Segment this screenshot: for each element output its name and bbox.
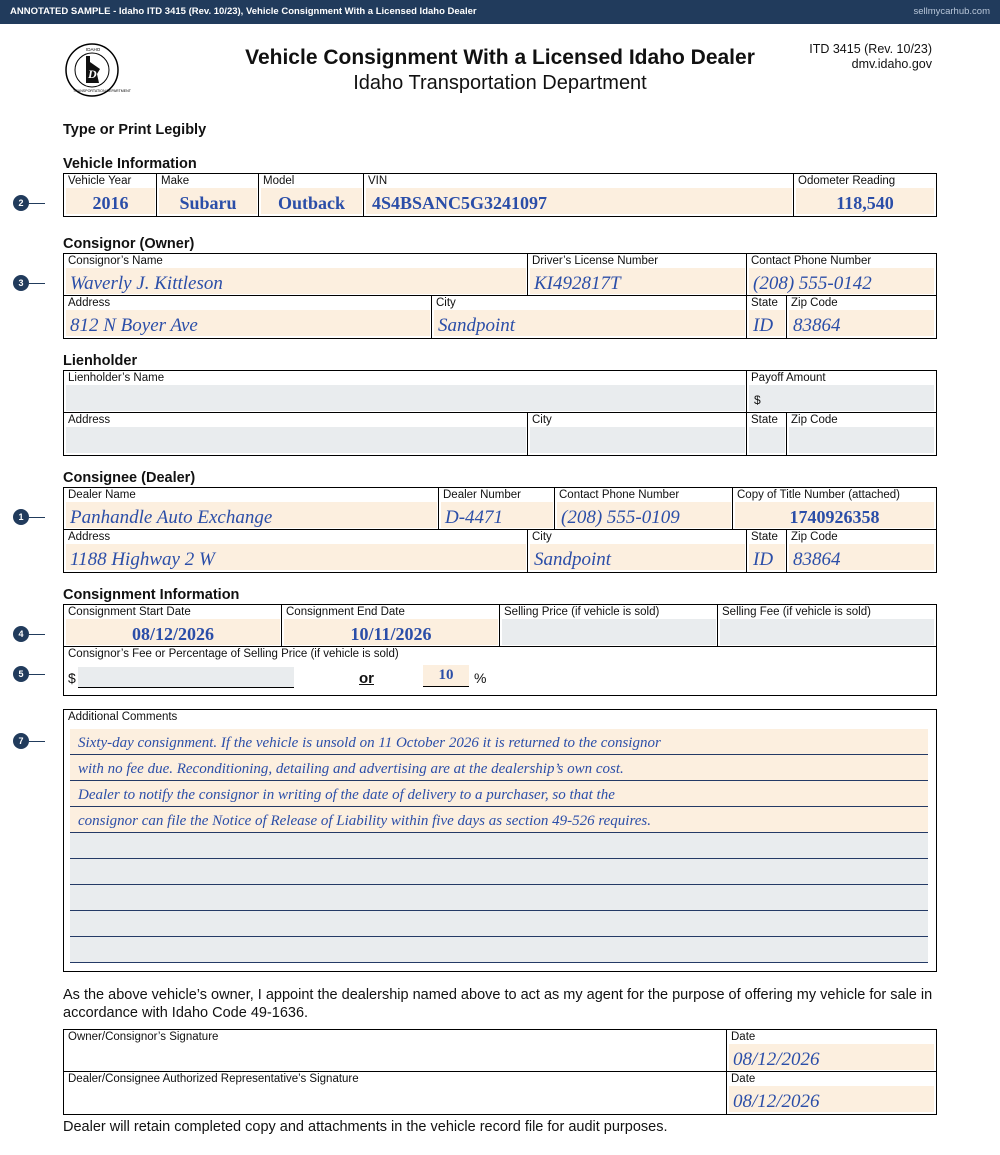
vehicle-year-value: 2016 [92, 193, 129, 213]
annotation-marker: 2 [13, 195, 29, 211]
consignee-section-heading: Consignee (Dealer) [63, 470, 196, 486]
dealer-city-field[interactable] [527, 529, 748, 573]
odometer-field[interactable] [793, 173, 937, 217]
comment-text: Dealer to notify the consignor in writing of the date of delivery to a purchaser, so that the [78, 787, 615, 803]
seal-bottom-text: TRANSPORTATION DEPARTMENT [73, 89, 131, 93]
consignor-address-field[interactable] [63, 295, 433, 339]
selling-price-field[interactable] [499, 604, 719, 648]
owner-signature-date-field[interactable] [726, 1029, 937, 1073]
comment-line [70, 833, 928, 859]
consignor-section-heading: Consignor (Owner) [63, 236, 195, 252]
field-label: Zip Code [791, 414, 838, 426]
comment-text: consignor can file the Notice of Release of Liability within five days as section 49-526 requires. [78, 813, 651, 829]
field-label: Dealer Number [443, 489, 521, 501]
consignment-end-value: 10/11/2026 [350, 624, 432, 644]
dealer-phone-field[interactable] [554, 487, 734, 531]
marker-leader-line [29, 674, 45, 675]
owner-signature-field[interactable] [63, 1029, 728, 1073]
retention-note: Dealer will retain completed copy and attachments in the vehicle record file for audit purposes. [63, 1119, 668, 1135]
consignor-fee-amount-input[interactable] [78, 667, 294, 688]
marker-leader-line [29, 517, 45, 518]
print-instruction: Type or Print Legibly [63, 122, 207, 138]
field-label: City [532, 531, 552, 543]
dealer-state-field[interactable] [746, 529, 788, 573]
consignment-start-value: 08/12/2026 [131, 624, 214, 644]
comment-line [70, 937, 928, 963]
field-label: Selling Price (if vehicle is sold) [504, 606, 660, 618]
field-label: Selling Fee (if vehicle is sold) [722, 606, 871, 618]
field-label: Vehicle Year [68, 175, 132, 187]
vin-field[interactable] [363, 173, 795, 217]
consignor-zip-value: 83864 [793, 315, 841, 336]
svg-text:D: D [88, 67, 97, 81]
title-copy-field[interactable] [732, 487, 937, 531]
field-label: Address [68, 297, 111, 309]
owner-date-value: 08/12/2026 [733, 1049, 820, 1070]
dealer-name-value: Panhandle Auto Exchange [70, 507, 273, 528]
consignor-phone-field[interactable] [746, 253, 937, 297]
comment-line [70, 729, 928, 755]
drivers-license-value: KI492817T [534, 273, 621, 294]
vehicle-section-heading: Vehicle Information [63, 156, 197, 172]
lienholder-section-heading: Lienholder [63, 353, 138, 369]
field-label: Consignor’s Name [68, 255, 163, 267]
annotation-bar [0, 0, 1000, 24]
field-label: Copy of Title Number (attached) [737, 489, 900, 501]
payoff-amount-field[interactable] [746, 370, 937, 414]
marker-leader-line [29, 741, 45, 742]
dealer-zip-field[interactable] [786, 529, 937, 573]
dealer-zip-value: 83864 [793, 549, 841, 570]
field-label: Date [731, 1073, 756, 1085]
field-label: Driver’s License Number [532, 255, 659, 267]
field-label: Odometer Reading [798, 175, 896, 187]
comment-line [70, 807, 928, 833]
agency-website: dmv.idaho.gov [851, 57, 932, 71]
dealer-city-value: Sandpoint [534, 549, 612, 570]
lienholder-address-field[interactable] [63, 412, 529, 456]
annotation-marker: 7 [13, 733, 29, 749]
consignor-fee-block [63, 646, 937, 696]
consignor-city-field[interactable] [431, 295, 748, 339]
field-label: Consignor’s Fee or Percentage of Selling Price (if vehicle is sold) [68, 648, 399, 660]
marker-leader-line [29, 203, 45, 204]
consignor-city-value: Sandpoint [438, 315, 516, 336]
or-connector: or [359, 670, 374, 687]
lienholder-zip-field[interactable] [786, 412, 937, 456]
field-label: Consignment Start Date [68, 606, 191, 618]
field-label: Make [161, 175, 190, 187]
odometer-value: 118,540 [836, 193, 894, 213]
dealer-number-value: D-4471 [445, 507, 504, 528]
vehicle-year-field[interactable] [63, 173, 158, 217]
annotation-marker: 3 [13, 275, 29, 291]
field-label: Date [731, 1031, 756, 1043]
dealer-signature-date-field[interactable] [726, 1071, 937, 1115]
consignor-zip-field[interactable] [786, 295, 937, 339]
dealer-address-value: 1188 Highway 2 W [70, 549, 215, 570]
lienholder-name-field[interactable] [63, 370, 748, 414]
marker-leader-line [29, 634, 45, 635]
form-number-block [809, 42, 932, 72]
make-field[interactable] [156, 173, 260, 217]
form-number: ITD 3415 (Rev. 10/23) [809, 42, 932, 56]
field-label: Owner/Consignor’s Signature [68, 1031, 219, 1043]
field-label: City [532, 414, 552, 426]
consignment-section-heading: Consignment Information [63, 587, 240, 603]
field-label: Address [68, 531, 111, 543]
comment-line [70, 885, 928, 911]
make-value: Subaru [179, 193, 237, 213]
field-label: Additional Comments [68, 711, 178, 723]
dealer-number-field[interactable] [438, 487, 556, 531]
consignor-name-field[interactable] [63, 253, 529, 297]
dealer-address-field[interactable] [63, 529, 529, 573]
comment-line [70, 755, 928, 781]
model-value: Outback [277, 193, 346, 213]
lienholder-state-field[interactable] [746, 412, 788, 456]
field-label: VIN [368, 175, 388, 187]
field-label: Zip Code [791, 297, 838, 309]
seal-top-text: IDAHO [86, 47, 101, 52]
consignor-name-value: Waverly J. Kittleson [70, 273, 223, 294]
field-label: Consignment End Date [286, 606, 405, 618]
annotation-marker: 4 [13, 626, 29, 642]
field-label: Contact Phone Number [751, 255, 872, 267]
currency-sign: $ [68, 670, 76, 686]
consignment-start-field[interactable] [63, 604, 283, 648]
selling-fee-field[interactable] [717, 604, 937, 648]
comment-line [70, 781, 928, 807]
consignor-phone-value: (208) 555-0142 [753, 273, 872, 294]
consignor-address-value: 812 N Boyer Ave [70, 315, 198, 336]
additional-comments-box[interactable] [63, 709, 937, 972]
comment-text: with no fee due. Reconditioning, detailing and advertising are at the dealership’s own cost. [78, 761, 624, 777]
form-subtitle: Idaho Transportation Department [353, 72, 647, 94]
annotation-title: ANNOTATED SAMPLE - Idaho ITD 3415 (Rev. 10/23), Vehicle Consignment With a Licensed Idaho Dealer [10, 6, 477, 17]
vin-value: 4S4BSANC5G3241097 [372, 193, 548, 213]
field-label: Address [68, 414, 111, 426]
consignor-fee-percent-input[interactable] [423, 665, 469, 687]
field-label: Zip Code [791, 531, 838, 543]
model-field[interactable] [258, 173, 365, 217]
drivers-license-field[interactable] [527, 253, 748, 297]
comment-text: Sixty-day consignment. If the vehicle is unsold on 11 October 2026 it is returned to the consignor [78, 735, 661, 751]
percent-sign: % [474, 670, 487, 686]
title-copy-value: 1740926358 [789, 507, 880, 527]
dealer-name-field[interactable] [63, 487, 440, 531]
field-label: State [751, 531, 778, 543]
dealer-state-value: ID [753, 549, 774, 570]
form-title: Vehicle Consignment With a Licensed Idaho Dealer [245, 46, 755, 69]
field-label: Model [263, 175, 295, 187]
agency-agreement-text: As the above vehicle’s owner, I appoint the dealership named above to act as my agent for the purpose of offering my vehicle for sale in accordance with Idaho Code 49-1636. [63, 987, 933, 1021]
consignor-state-value: ID [753, 315, 774, 336]
currency-sign: $ [754, 393, 761, 407]
field-label: State [751, 414, 778, 426]
marker-leader-line [29, 283, 45, 284]
annotation-marker: 5 [13, 666, 29, 682]
consignment-end-field[interactable] [281, 604, 501, 648]
percent-value: 10 [438, 667, 454, 683]
site-name: sellmycarhub.com [913, 6, 990, 17]
comment-line [70, 911, 928, 937]
lienholder-city-field[interactable] [527, 412, 748, 456]
dealer-phone-value: (208) 555-0109 [561, 507, 680, 528]
field-label: Dealer/Consignee Authorized Representative’s Signature [68, 1073, 359, 1085]
dealer-signature-field[interactable] [63, 1071, 728, 1115]
annotation-marker: 1 [13, 509, 29, 525]
field-label: Payoff Amount [751, 372, 826, 384]
field-label: State [751, 297, 778, 309]
consignor-state-field[interactable] [746, 295, 788, 339]
field-label: Dealer Name [68, 489, 136, 501]
field-label: Lienholder’s Name [68, 372, 165, 384]
dealer-date-value: 08/12/2026 [733, 1091, 820, 1112]
field-label: City [436, 297, 456, 309]
comment-line [70, 859, 928, 885]
field-label: Contact Phone Number [559, 489, 680, 501]
